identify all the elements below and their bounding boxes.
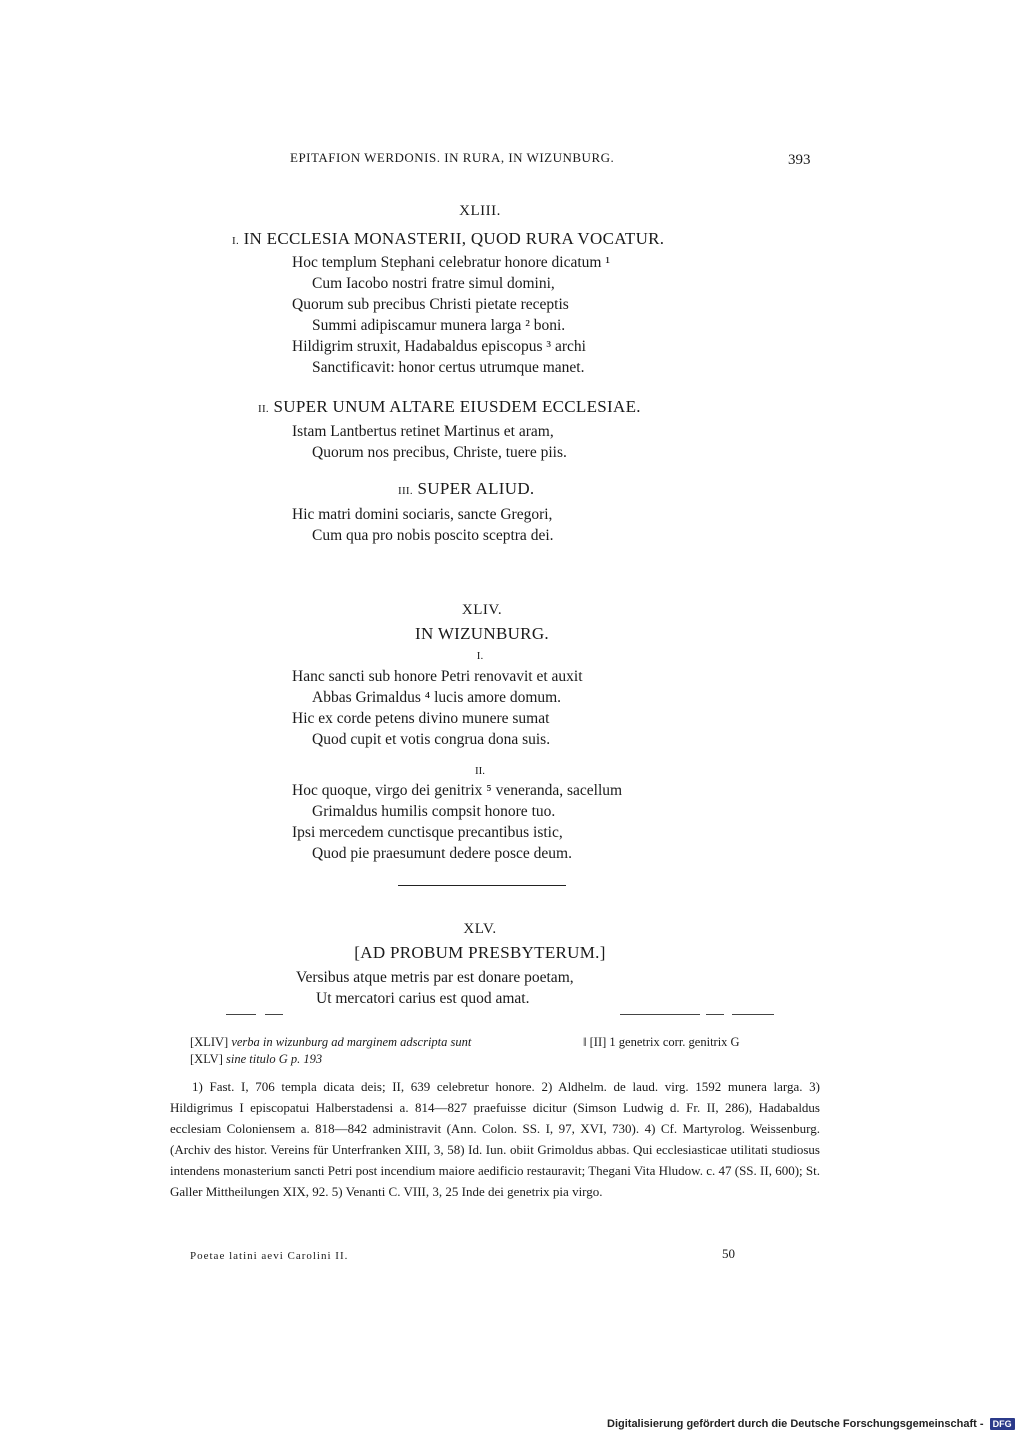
verse-line: Quod cupit et votis congrua dona suis. (312, 731, 551, 748)
verse-line: Hic ex corde petens divino munere sumat (292, 710, 550, 727)
poem-43-section-1-verses (292, 252, 610, 378)
verse-line: Hic matri domini sociaris, sancte Gregori, (292, 506, 553, 523)
apparatus-note: sine titulo G p. 193 (226, 1052, 323, 1066)
poem-45-verses (296, 967, 574, 1009)
verse-line: Ut mercatori carius est quod amat. (316, 990, 530, 1007)
apparatus-ref: [XLIV] (190, 1035, 229, 1049)
verse-line: Sanctificavit: honor certus utrumque manet. (312, 359, 585, 376)
poem-44-section-2-marker: II. (474, 765, 486, 777)
running-title: EPITAFION WERDONIS. IN RURA, IN WIZUNBURG. (290, 150, 615, 165)
verse-line: Cum qua pro nobis poscito sceptra dei. (312, 527, 554, 544)
poem-44-section-2-verses (292, 780, 622, 864)
poem-43-section-1-heading (232, 229, 664, 249)
verse-line: Cum Iacobo nostri fratre simul domini, (312, 275, 555, 292)
apparatus-variant: ‖ [II] 1 genetrix corr. genitrix G (583, 1035, 740, 1049)
verse-line: Hoc templum Stephani celebratur honore dicatum ¹ (292, 254, 610, 271)
verse-line: Quod pie praesumunt dedere posce deum. (312, 845, 572, 862)
footnotes (170, 1076, 820, 1202)
verse-line: Summi adipiscamur munera larga ² boni. (312, 317, 566, 334)
verse-line: Quorum nos precibus, Christe, tuere piis. (312, 444, 567, 461)
page-number: 393 (788, 152, 811, 168)
separator-dash (706, 1014, 724, 1015)
poem-44-section-1-verses (292, 666, 583, 750)
credit-text: Digitalisierung gefördert durch die Deutsche Forschungsgemeinschaft - (607, 1418, 984, 1430)
poem-43-section-2-verses (292, 421, 567, 463)
section-title: SUPER UNUM ALTARE EIUSDEM ECCLESIAE. (273, 397, 641, 416)
poem-43-section-2-heading (258, 397, 641, 417)
separator-dash (265, 1014, 283, 1015)
section-marker: II. (258, 403, 269, 415)
signature-mark: 50 (722, 1246, 735, 1261)
verse-line: Hoc quoque, virgo dei genitrix ⁵ veneranda, sacellum (292, 782, 623, 799)
verse-line: Versibus atque metris par est donare poetam, (296, 969, 574, 986)
poem-43-section-3-verses (292, 504, 554, 546)
poem-45-title: [AD PROBUM PRESBYTERUM.] (354, 943, 606, 962)
separator-dash (226, 1014, 256, 1015)
section-marker: III. (398, 485, 413, 497)
poem-44-section-1-marker: I. (476, 650, 484, 662)
verse-line: Hildigrim struxit, Hadabaldus episcopus ³ archi (292, 338, 586, 355)
verse-line: Quorum sub precibus Christi pietate receptis (292, 296, 569, 313)
verse-line: Grimaldus humilis compsit honore tuo. (312, 803, 556, 820)
apparatus-note: verba in wizunburg ad marginem adscripta sunt (231, 1035, 472, 1049)
poem-44-number: XLIV. (461, 602, 503, 618)
poem-43-number: XLIII. (459, 203, 501, 219)
section-title: IN ECCLESIA MONASTERII, QUOD RURA VOCATUR. (243, 229, 665, 248)
dfg-logo: DFG (990, 1418, 1015, 1430)
verse-line: Abbas Grimaldus ⁴ lucis amore domum. (312, 689, 562, 706)
apparatus-ref: [XLV] (190, 1052, 223, 1066)
apparatus-line-1 (190, 1034, 471, 1051)
poem-44-title: IN WIZUNBURG. (415, 624, 549, 643)
separator-dash (620, 1014, 700, 1015)
verse-line: Istam Lantbertus retinet Martinus et aram, (292, 423, 554, 440)
poem-43-section-3-heading (398, 479, 534, 499)
verse-line: Ipsi mercedem cunctisque precantibus istic, (292, 824, 563, 841)
section-title: SUPER ALIUD. (417, 479, 535, 498)
separator-dash (732, 1014, 774, 1015)
digitization-credit (607, 1418, 1015, 1430)
section-divider (398, 885, 566, 886)
verse-line: Hanc sancti sub honore Petri renovavit et auxit (292, 668, 583, 685)
poem-45-number: XLV. (463, 921, 497, 937)
series-title: Poetae latini aevi Carolini II. (190, 1250, 349, 1262)
apparatus-line-2 (190, 1051, 322, 1068)
section-marker: I. (232, 235, 240, 247)
footnote-block: 1) Fast. I, 706 templa dicata deis; II, 639 celebretur honore. 2) Aldhelm. de laud. virg. 1592 munera larga. 3) Hildigrimus I episcopatui Halberstadensi a. 814—827 praefuisse dicitur (Simson Ludwig d. Fr. II, 286), Hadabaldus ecclesiam Coloniensem a. 818—842 administravit (Ann. Colon. SS. I, 97, XVI, 730). 4) Cf. Martyrolog. Weissenburg. (Archiv des histor. Vereins für Unterfranken XIII, 3, 58) Id. Iun. obiit Grimoldus abbas. Qui ecclesiasticae utilitati studiosus intendens monasterium sancti Petri post incendium maiore aedificio restauravit; Thegani Vita Hludow. c. 47 (SS. II, 600); St. Galler Mittheilungen XIX, 92. 5) Venanti C. VIII, 3, 25 Inde dei genetrix pia virgo. (170, 1079, 820, 1199)
